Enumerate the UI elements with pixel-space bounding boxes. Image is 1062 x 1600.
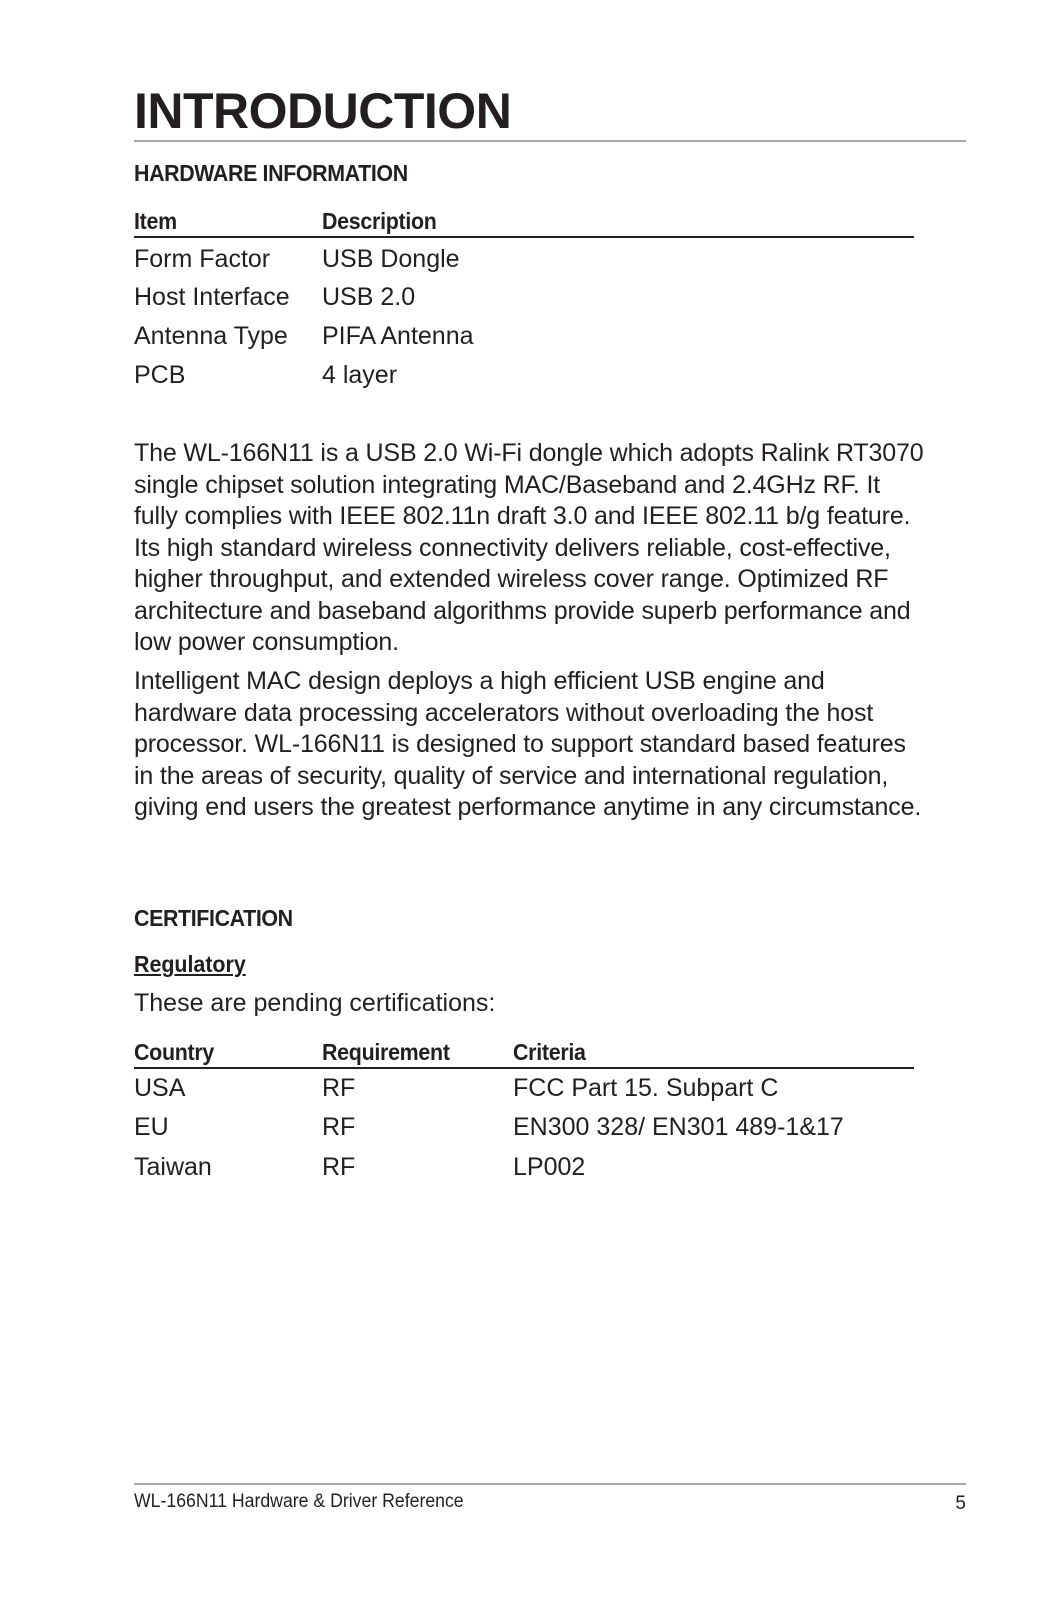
certification-intro: These are pending certifications:: [134, 989, 496, 1017]
description-cell: 4 layer: [322, 361, 398, 389]
description-cell: USB 2.0: [322, 283, 416, 311]
table-row: [134, 1074, 934, 1108]
column-header-requirement: Requirement: [322, 1039, 450, 1065]
certification-heading: CERTIFICATION: [134, 905, 293, 931]
table-row: [134, 1113, 934, 1147]
hardware-heading: HARDWARE INFORMATION: [134, 160, 408, 186]
criteria-cell: EN300 328/ EN301 489-1&17: [513, 1113, 844, 1141]
page-title: INTRODUCTION: [134, 83, 512, 139]
table-row: [134, 361, 934, 395]
table-row: [134, 322, 934, 356]
country-cell: USA: [134, 1074, 186, 1102]
item-cell: PCB: [134, 361, 186, 389]
requirement-cell: RF: [322, 1153, 356, 1181]
country-cell: EU: [134, 1113, 169, 1141]
country-cell: Taiwan: [134, 1153, 212, 1181]
description-cell: USB Dongle: [322, 245, 460, 273]
criteria-cell: FCC Part 15. Subpart C: [513, 1074, 779, 1102]
regulatory-subheading: Regulatory: [134, 951, 246, 977]
hardware-table-header: [134, 206, 914, 238]
item-cell: Form Factor: [134, 245, 271, 273]
table-row: [134, 1153, 934, 1187]
item-cell: Antenna Type: [134, 322, 288, 350]
table-row: [134, 283, 934, 317]
item-cell: Host Interface: [134, 283, 290, 311]
column-header-description: Description: [322, 208, 437, 234]
page-number: 5: [955, 1493, 966, 1514]
intro-paragraph: The WL-166N11 is a USB 2.0 Wi-Fi dongle which adopts Ralink RT3070 single chipset solution integrating MAC/Baseband and 2.4GHz RF. It fully complies with IEEE 802.11n draft 3.0 and IEEE 802.11 b/g feature. Its high standard wireless connectivity delivers reliable, cost-effective, higher throughput, and extended wireless cover range. Optimized RF architecture and baseband algorithms provide superb performance and low power consumption.: [134, 439, 924, 656]
table-row: [134, 245, 934, 279]
footer-divider: [134, 1483, 966, 1485]
title-divider: [134, 140, 966, 142]
description-cell: PIFA Antenna: [322, 322, 474, 350]
column-header-criteria: Criteria: [513, 1039, 586, 1065]
column-header-item: Item: [134, 208, 177, 234]
criteria-cell: LP002: [513, 1153, 586, 1181]
column-header-country: Country: [134, 1039, 215, 1065]
mac-paragraph: Intelligent MAC design deploys a high efficient USB engine and hardware data processing accelerators without overloading the host processor. WL-166N11 is designed to support standard based features in the areas of security, quality of service and international regulation, giving end users the greatest performance anytime in any circumstance.: [134, 667, 922, 821]
certification-table-header: [134, 1037, 914, 1069]
requirement-cell: RF: [322, 1113, 356, 1141]
requirement-cell: RF: [322, 1074, 356, 1102]
footer-document-title: WL-166N11 Hardware & Driver Reference: [134, 1491, 464, 1512]
